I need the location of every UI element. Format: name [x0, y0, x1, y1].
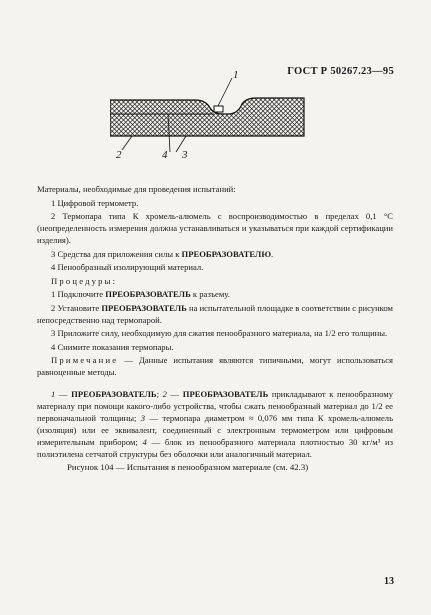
document-header: ГОСТ Р 50267.23—95 — [287, 66, 394, 77]
foam-block — [110, 98, 304, 136]
thermocouple-junction — [214, 106, 223, 112]
materials-item-3: 3 Средства для приложения силы к ПРЕОБРАЗОВАТЕЛЮ. — [51, 248, 274, 259]
figure-label-3: 3 — [182, 149, 188, 161]
foam-block-diagram — [110, 66, 310, 162]
leader-line-2 — [122, 136, 132, 150]
procedure-step-4: 4 Снимите показания термопары. — [51, 341, 174, 352]
foam-test-figure — [110, 66, 310, 162]
document-body — [37, 183, 393, 475]
figure-label-1: 1 — [233, 69, 239, 81]
page-number: 13 — [384, 576, 394, 587]
materials-item-2: 2 Термопара типа К хромель-алюмель с воспроизводимостью в пределах 0,1 °С (неопределенность измерения должна устанавливаться и указываться при каждой сертификации изделия). — [37, 211, 393, 245]
figure-label-2: 2 — [116, 149, 122, 161]
leader-line-1 — [218, 78, 232, 106]
note: Примечание — Данные испытания являются типичными, могут использоваться равноценные методы. — [37, 355, 393, 377]
procedure-step-2: 2 Установите ПРЕОБРАЗОВАТЕЛЬ на испытательной площадке в соответствии с рисунком непосредственно над термопарой. — [37, 302, 393, 325]
figure-legend: 1 — ПРЕОБРАЗОВАТЕЛЬ; 2 — ПРЕОБРАЗОВАТЕЛЬ прикладывают к пенообразному материалу при помощи какого-либо устройства, чтобы сжать пенообразный материал до 1/2 ее первоначальной толщины; 3 — термопара диаметром ≈ 0,076 мм типа К хромель-алюмель (изоляция) или ее эквивалент, соединенный с электронным термометром или цифровым измерительным прибором; 4 — блок из пенообразного материала плотностью 30 кг/м³ из полиэтилена сетчатой структуры без оболочки или аналогичный материал. — [37, 388, 394, 459]
figure-caption: Рисунок 104 — Испытания в пенообразном материале (см. 42.3) — [67, 462, 309, 472]
materials-heading: Материалы, необходимые для проведения испытаний: — [37, 184, 236, 194]
figure-label-4: 4 — [162, 149, 168, 161]
materials-item-1: 1 Цифровой термометр. — [51, 197, 139, 208]
procedure-step-1: 1 Подключите ПРЕОБРАЗОВАТЕЛЬ к разъему. — [51, 289, 230, 299]
procedure-heading: Процедуры: — [51, 275, 118, 286]
procedure-step-3: 3 Приложите силу, необходимую для сжатия пенообразного материала, на 1/2 его толщины. — [51, 328, 388, 338]
materials-item-4: 4 Пенообразный изолирующий материал. — [51, 262, 204, 272]
